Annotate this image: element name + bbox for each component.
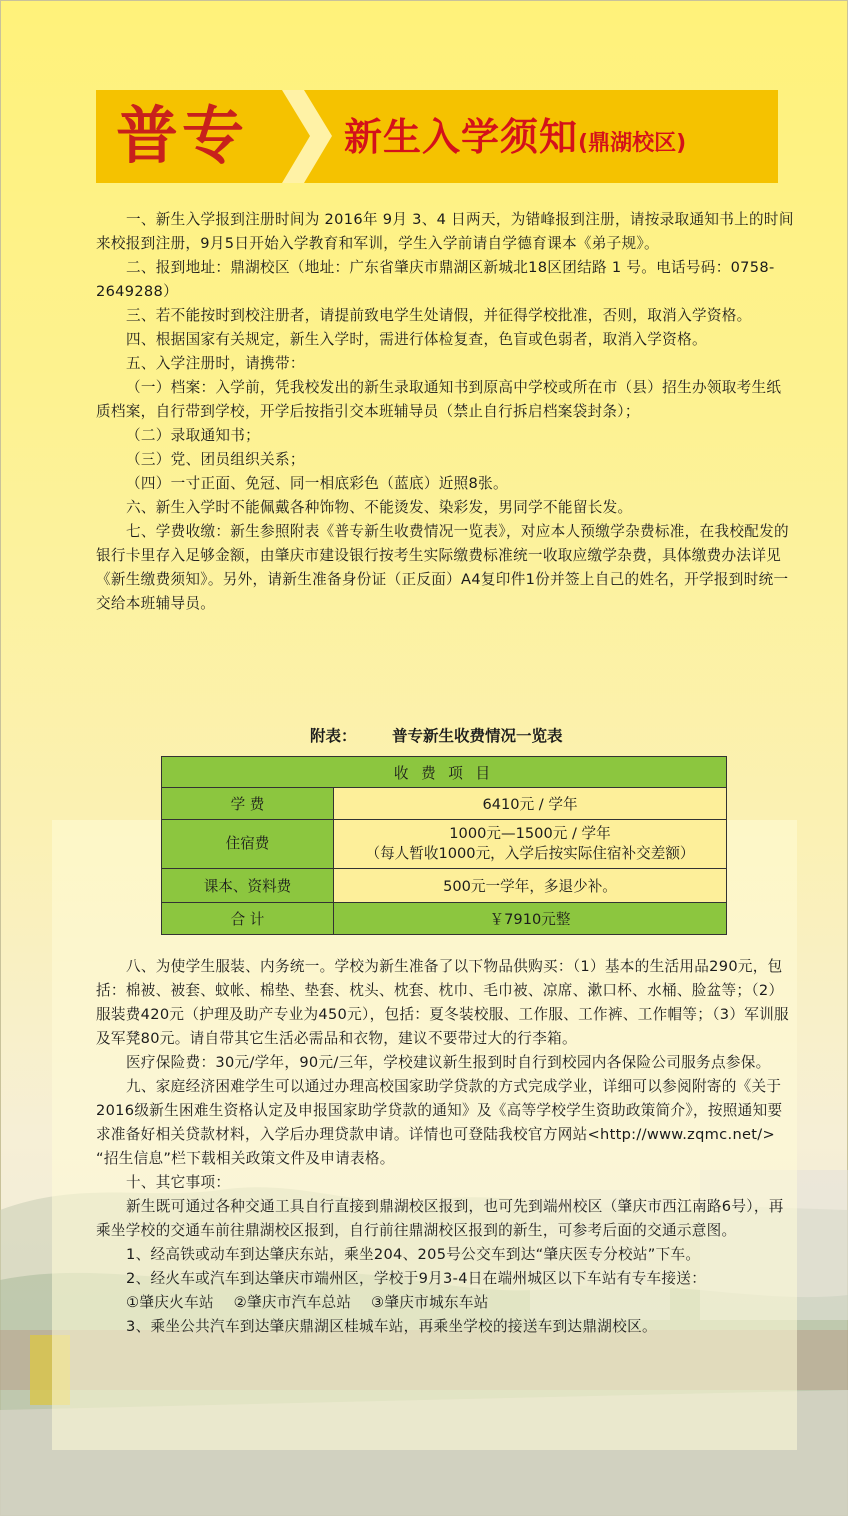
fee-item-name: 住宿费: [162, 820, 334, 869]
paragraph: （四）一寸正面、免冠、同一相底彩色（蓝底）近照8张。: [126, 475, 508, 492]
fee-table-header-row: [162, 757, 727, 788]
notice-body-bottom: [96, 955, 796, 1339]
paragraph: 3、乘坐公共汽车到达肇庆鼎湖区桂城车站，再乘坐学校的接送车到达鼎湖校区。: [126, 1318, 657, 1335]
paragraph: 六、新生入学时不能佩戴各种饰物、不能烫发、染彩发，男同学不能留长发。: [126, 499, 633, 516]
paragraph: 五、入学注册时，请携带：: [126, 355, 305, 372]
paragraph: 一、新生入学报到注册时间为 2016年 9月 3、4 日两天，为错峰报到注册，请按录取通知书上的时间来校报到注册，9月5日开始入学教育和军训，学生入学前请自学德育课本《弟子规》。: [96, 211, 794, 252]
fee-item-value: [334, 820, 727, 869]
paragraph: （一）档案：入学前，凭我校发出的新生录取通知书到原高中学校或所在市（县）招生办领取考生纸质档案，自行带到学校，开学后按指引交本班辅导员（禁止自行拆启档案袋封条）；: [96, 379, 782, 420]
table-row: [162, 869, 727, 903]
fee-table-header: 收 费 项 目: [162, 757, 727, 788]
paragraph: 二、报到地址：鼎湖校区（地址：广东省肇庆市鼎湖区新城北18区团结路 1 号。电话号码：0758-2649288）: [96, 259, 775, 300]
fee-table-label: 附表：: [310, 727, 357, 745]
fee-total-name: 合 计: [162, 903, 334, 935]
fee-table: [161, 756, 727, 935]
paragraph: ①肇庆火车站 ②肇庆市汽车总站 ③肇庆市城东车站: [126, 1294, 489, 1311]
fee-item-value-line2: （每人暂收1000元，入学后按实际住宿补交差额）: [365, 845, 695, 862]
paragraph: 八、为使学生服装、内务统一。学校为新生准备了以下物品供购买：（1）基本的生活用品290元，包括：棉被、被套、蚊帐、棉垫、垫套、枕头、枕套、枕巾、毛巾被、凉席、漱口杯、水桶、脸盆等；（2）服装费420元（护理及助产专业为450元），包括：夏冬装校服、工作服、工作裤、工作帽等；（3）军训服及军凳80元。请自带其它生活必需品和衣物，建议不要带过大的行李箱。: [96, 958, 789, 1047]
fee-total-value: ￥7910元整: [334, 903, 727, 935]
table-row: [162, 820, 727, 869]
banner-title-main: 新生入学须知: [344, 115, 579, 159]
paragraph: 新生既可通过各种交通工具自行直接到鼎湖校区报到，也可先到端州校区（肇庆市西江南路6号），再乘坐学校的交通车前往鼎湖校区报到，自行前往鼎湖校区报到的新生，可参考后面的交通示意图。: [96, 1198, 784, 1239]
notice-body-top: [96, 208, 796, 616]
paragraph: 三、若不能按时到校注册者，请提前致电学生处请假，并征得学校批准，否则，取消入学资格。: [126, 307, 752, 324]
paragraph: 1、经高铁或动车到达肇庆东站，乘坐204、205号公交车到达“肇庆医专分校站”下车。: [126, 1246, 701, 1263]
fee-item-name: 课本、资料费: [162, 869, 334, 903]
fee-item-value: 500元一学年，多退少补。: [334, 869, 727, 903]
paragraph: （三）党、团员组织关系；: [126, 451, 305, 468]
fee-table-title: 普专新生收费情况一览表: [392, 727, 563, 745]
paragraph: 2、经火车或汽车到达肇庆市端州区，学校于9月3-4日在端州城区以下车站有专车接送：: [126, 1270, 707, 1287]
paragraph: 九、家庭经济困难学生可以通过办理高校国家助学贷款的方式完成学业，详细可以参阅附寄的《关于2016级新生困难生资格认定及申报国家助学贷款的通知》及《高等学校学生资助政策简介》，按照通知要求准备好相关贷款材料，入学后办理贷款申请。详情也可登陆我校官方网站<http://www.zqmc.net/> “招生信息”栏下载相关政策文件及申请表格。: [96, 1078, 783, 1167]
table-row: [162, 788, 727, 820]
paragraph: 医疗保险费：30元/学年，90元/三年，学校建议新生报到时自行到校园内各保险公司服务点参保。: [126, 1054, 771, 1071]
paragraph: 七、学费收缴：新生参照附表《普专新生收费情况一览表》，对应本人预缴学杂费标准，在我校配发的银行卡里存入足够金额，由肇庆市建设银行按考生实际缴费标准统一收取应缴学杂费，具体缴费办法详见《新生缴费须知》。另外，请新生准备身份证（正反面）A4复印件1份并签上自己的姓名，开学报到时统一交给本班辅导员。: [96, 523, 789, 612]
fee-item-name: 学 费: [162, 788, 334, 820]
paragraph: 十、其它事项：: [126, 1174, 231, 1191]
banner-subtitle: (鼎湖校区): [578, 131, 687, 156]
fee-item-value-line1: 1000元—1500元 / 学年: [449, 825, 611, 842]
paragraph: 四、根据国家有关规定，新生入学时，需进行体检复查，色盲或色弱者，取消入学资格。: [126, 331, 707, 348]
banner-chevron-icon: [96, 90, 778, 183]
banner-big-title: 普专: [116, 99, 249, 172]
paragraph: （二）录取通知书；: [126, 427, 261, 444]
table-row: [162, 903, 727, 935]
fee-item-value: 6410元 / 学年: [334, 788, 727, 820]
